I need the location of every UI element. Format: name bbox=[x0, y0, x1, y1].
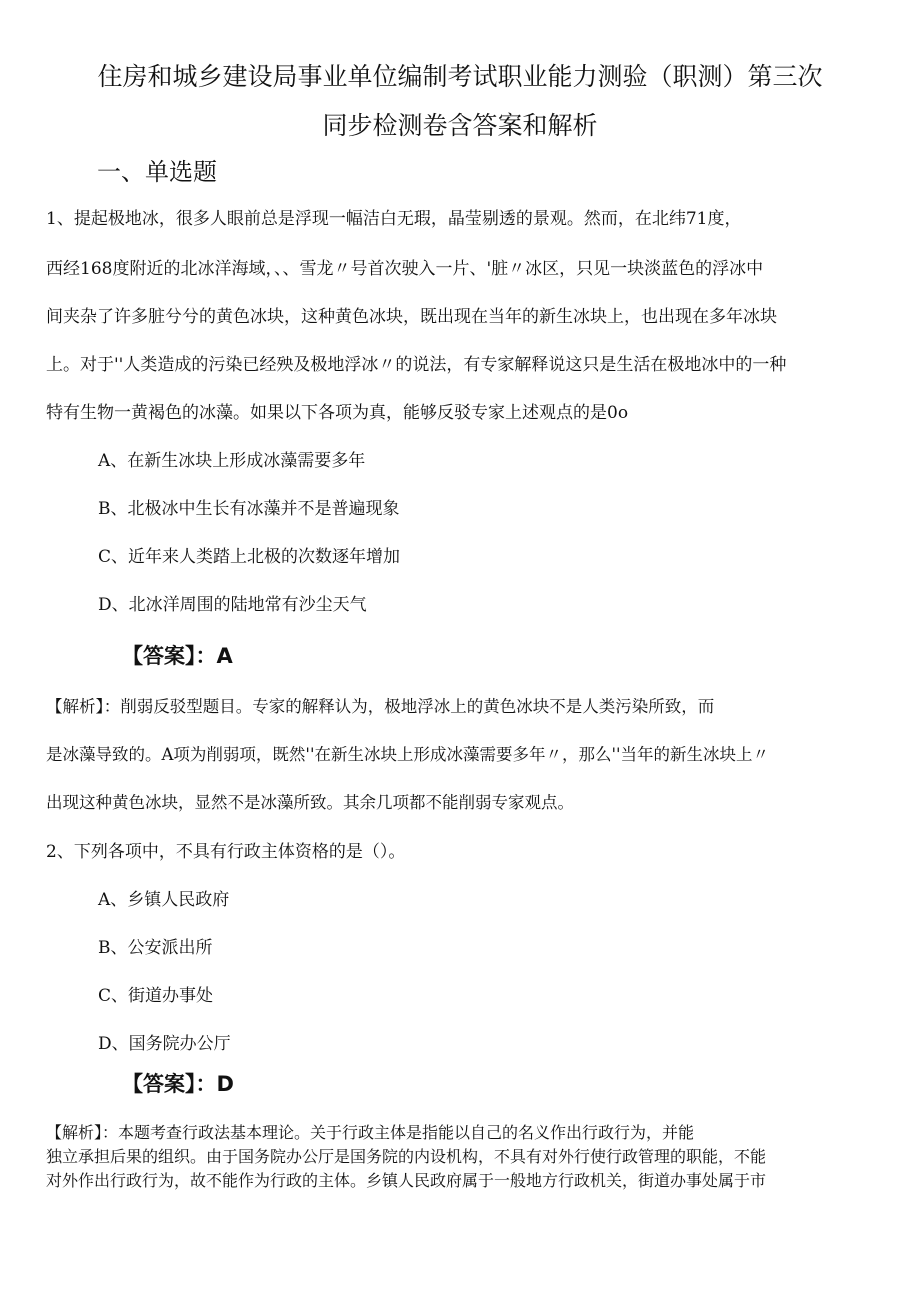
q1-explanation-line: 是冰藻导致的。A项为削弱项，既然''在新生冰块上形成冰藻需要多年〃，那么''当年的新生冰块上〃 bbox=[46, 745, 770, 764]
q2-option-b: B、公安派出所 bbox=[98, 938, 213, 958]
q1-explanation-line: 【解析】：削弱反驳型题目。专家的解释认为，极地浮冰上的黄色冰块不是人类污染所致，而 bbox=[46, 697, 715, 716]
q2-option-a: A、乡镇人民政府 bbox=[98, 890, 230, 910]
q1-option-b: B、北极冰中生长有冰藻并不是普遍现象 bbox=[98, 499, 400, 519]
q1-explanation-line: 出现这种黄色冰块，显然不是冰藻所致。其余几项都不能削弱专家观点。 bbox=[46, 793, 574, 812]
document-title-line-2: 同步检测卷含答案和解析 bbox=[322, 111, 598, 140]
q1-stem-line: 上。对于''人类造成的污染已经殃及极地浮冰〃的说法，有专家解释说这只是生活在极地冰中的一种 bbox=[46, 355, 787, 375]
q2-option-d: D、国务院办公厅 bbox=[98, 1034, 231, 1054]
q1-option-c: C、近年来人类踏上北极的次数逐年增加 bbox=[98, 547, 401, 567]
q1-stem-line: 西经168度附近的北冰洋海域，、、雪龙〃号首次驶入一片、'脏〃冰区，只见一块淡蓝色的浮冰中 bbox=[46, 259, 764, 279]
q1-stem-line: 特有生物一黄褐色的冰藻。如果以下各项为真，能够反驳专家上述观点的是0o bbox=[46, 403, 629, 423]
q2-explanation-line: 独立承担后果的组织。由于国务院办公厅是国务院的内设机构，不具有对外行使行政管理的职能，不能 bbox=[46, 1147, 767, 1166]
q2-stem: 2、下列各项中，不具有行政主体资格的是（）。 bbox=[46, 842, 406, 862]
document-title-line-1: 住房和城乡建设局事业单位编制考试职业能力测验（职测）第三次 bbox=[97, 62, 823, 91]
q1-option-d: D、北冰洋周围的陆地常有沙尘天气 bbox=[98, 595, 367, 615]
q1-answer: 【答案】：A bbox=[122, 644, 233, 668]
q2-answer: 【答案】：D bbox=[122, 1072, 234, 1096]
q1-stem-line: 1、提起极地冰，很多人眼前总是浮现一幅洁白无瑕，晶莹剔透的景观。然而，在北纬71度， bbox=[46, 209, 742, 229]
q1-option-a: A、在新生冰块上形成冰藻需要多年 bbox=[98, 451, 366, 471]
q2-explanation-line: 【解析】：本题考查行政法基本理论。关于行政主体是指能以自己的名义作出行政行为，并能 bbox=[46, 1123, 695, 1142]
section-heading: 一、单选题 bbox=[97, 158, 217, 186]
q1-stem-line: 间夹杂了许多脏兮兮的黄色冰块，这种黄色冰块，既出现在当年的新生冰块上，也出现在多年冰块 bbox=[46, 307, 777, 327]
q2-option-c: C、街道办事处 bbox=[98, 986, 214, 1006]
q2-explanation-line: 对外作出行政行为，故不能作为行政的主体。乡镇人民政府属于一般地方行政机关，街道办事处属于市 bbox=[46, 1171, 767, 1190]
